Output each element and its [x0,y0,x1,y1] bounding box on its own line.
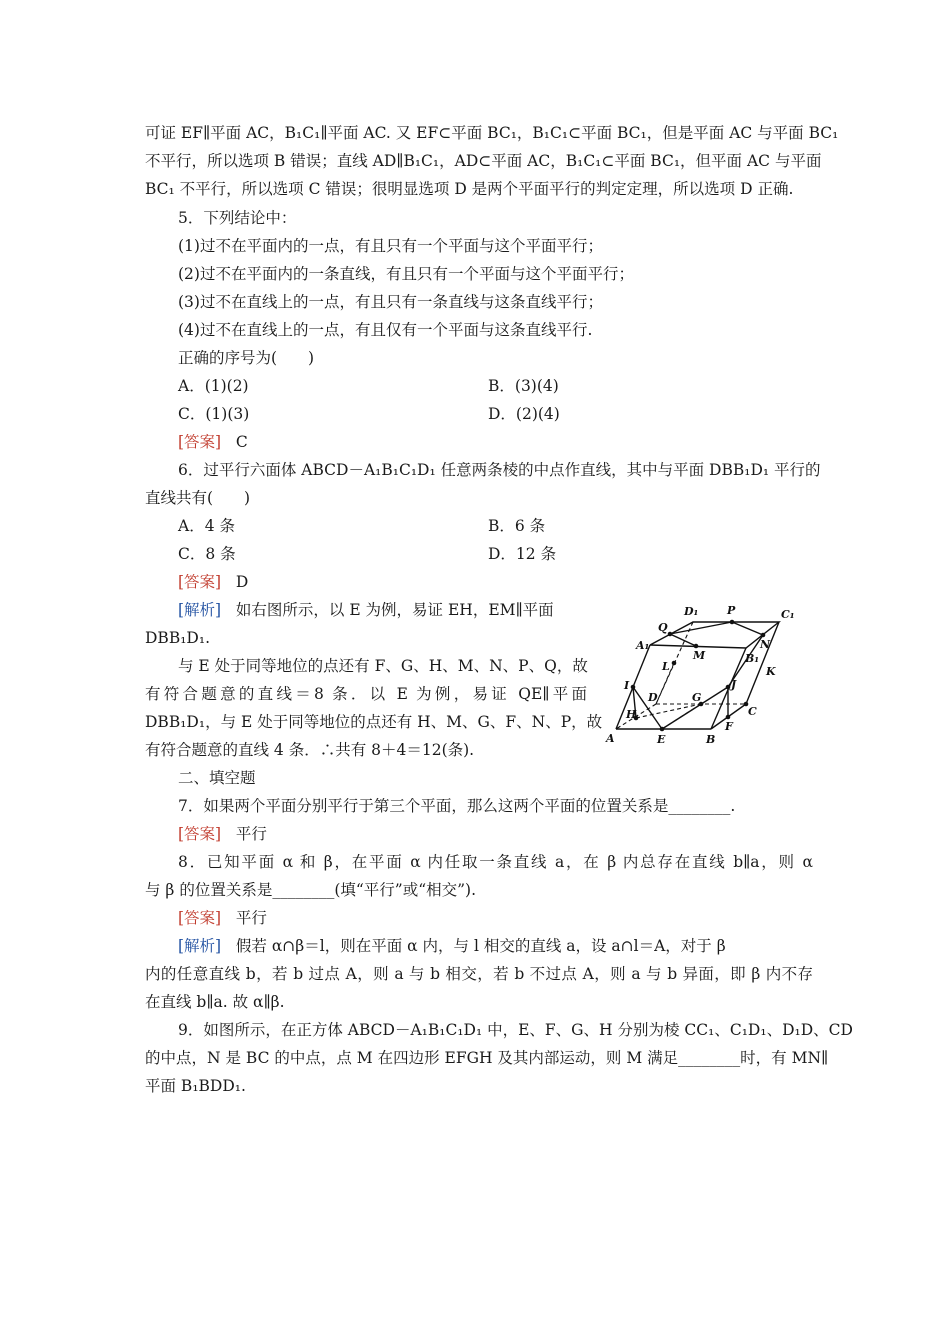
analysis-line: 有符合题意的直线 4 条．∴共有 8＋4＝12(条). [145,741,475,759]
label-a1: A₁ [636,639,650,652]
question-5-item: (4)过不在直线上的一点，有且仅有一个平面与这条直线平行. [178,321,593,339]
option-a: A．(1)(2) [178,377,249,395]
label-h: H [626,708,637,721]
analysis-line: 与 E 处于同等地位的点还有 F、G、H、M、N、P、Q，故 [178,657,588,675]
label-b1: B₁ [745,652,760,665]
option-a: A．4 条 [178,517,235,535]
label-q: Q [658,621,668,634]
option-b: B．6 条 [488,517,546,535]
label-g: G [692,691,702,704]
analysis-tag: [解析] [178,937,222,955]
answer-tag: [答案] [178,909,222,927]
question-9-stem: 平面 B₁BDD₁. [145,1077,246,1095]
analysis-line: 有符合题意的直线＝8 条．以 E 为例，易证 QE∥平面 [145,685,587,703]
parallelepiped-figure [598,600,798,750]
question-5-stem: 5．下列结论中： [178,209,297,227]
label-i: I [624,679,630,692]
answer-tag: [答案] [178,433,222,451]
analysis-line: DBB₁D₁，与 E 处于同等地位的点还有 H、M、G、F、N、P，故 [145,713,603,731]
question-9-stem: 的中点，N 是 BC 的中点，点 M 在四边形 EFGH 及其内部运动，则 M 满足________时，有 MN∥ [145,1049,829,1067]
analysis-line: DBB₁D₁. [145,629,210,647]
label-n: N [760,638,771,651]
label-j: J [731,678,737,691]
answer-value: 平行 [235,909,267,927]
analysis-line: 在直线 b∥a. 故 α∥β. [145,993,285,1011]
label-p: P [727,604,736,617]
analysis-tag: [解析] [178,601,222,619]
text-line: BC₁ 不平行，所以选项 C 错误；很明显选项 D 是两个平面平行的判定定理，所以选项 D 正确. [145,180,794,198]
analysis-text: 如右图所示，以 E 为例，易证 EH，EM∥平面 [235,601,554,619]
answer-value: 平行 [235,825,267,843]
answer-line [178,824,846,844]
question-9-stem: 9．如图所示，在正方体 ABCD－A₁B₁C₁D₁ 中，E、F、G、H 分别为棱 CC₁、C₁D₁、D₁D、CD [178,1021,853,1039]
answer-value: D [235,573,249,591]
label-m: M [693,649,706,662]
answer-tag: [答案] [178,825,222,843]
option-c: C．8 条 [178,545,236,563]
answer-line [178,432,846,452]
answer-value: C [235,433,248,451]
label-a: A [606,732,615,745]
option-d: D．12 条 [488,545,557,563]
answer-line [178,572,846,592]
answer-tag: [答案] [178,573,222,591]
option-d: D．(2)(4) [488,405,560,423]
question-5-item: (2)过不在平面内的一条直线，有且只有一个平面与这个平面平行； [178,265,634,283]
question-5-ask: 正确的序号为( ) [178,349,315,367]
analysis-text: 假若 α∩β＝l，则在平面 α 内，与 l 相交的直线 a，设 a∩l＝A，对于 β [235,937,726,955]
label-d1: D₁ [684,605,699,618]
text-line: 可证 EF∥平面 AC，B₁C₁∥平面 AC. 又 EF⊂平面 BC₁，B₁C₁⊂平面 BC₁，但是平面 AC 与平面 BC₁ [145,124,839,142]
analysis-line [178,600,586,620]
question-7-stem: 7．如果两个平面分别平行于第三个平面，那么这两个平面的位置关系是________. [178,797,736,815]
question-5-item: (3)过不在直线上的一点，有且只有一条直线与这条直线平行； [178,293,603,311]
question-5-item: (1)过不在平面内的一点，有且只有一个平面与这个平面平行； [178,237,603,255]
label-b: B [706,733,716,746]
label-f: F [725,720,733,733]
option-b: B．(3)(4) [488,377,559,395]
option-c: C．(1)(3) [178,405,250,423]
text-line: 不平行，所以选项 B 错误；直线 AD∥B₁C₁，AD⊂平面 AC，B₁C₁⊂平面 BC₁，但平面 AC 与平面 [145,152,822,170]
label-k: K [766,665,776,678]
question-6-stem: 直线共有( ) [145,489,251,507]
label-e: E [657,733,666,746]
answer-line [178,908,846,928]
label-l: L [662,660,670,673]
analysis-line [178,936,813,956]
analysis-line: 内的任意直线 b，若 b 过点 A，则 a 与 b 相交，若 b 不过点 A，则 a 与 b 异面，即 β 内不存 [145,965,813,983]
question-6-stem: 6．过平行六面体 ABCD－A₁B₁C₁D₁ 任意两条棱的中点作直线，其中与平面 DBB₁D₁ 平行的 [178,461,821,479]
section-heading: 二、填空题 [178,769,256,787]
question-8-stem: 与 β 的位置关系是________(填“平行”或“相交”). [145,881,477,899]
label-d: D [648,691,658,704]
label-c: C [748,705,757,718]
label-c1: C₁ [781,608,795,621]
question-8-stem: 8．已知平面 α 和 β，在平面 α 内任取一条直线 a，在 β 内总存在直线 b∥a，则 α [178,853,813,871]
